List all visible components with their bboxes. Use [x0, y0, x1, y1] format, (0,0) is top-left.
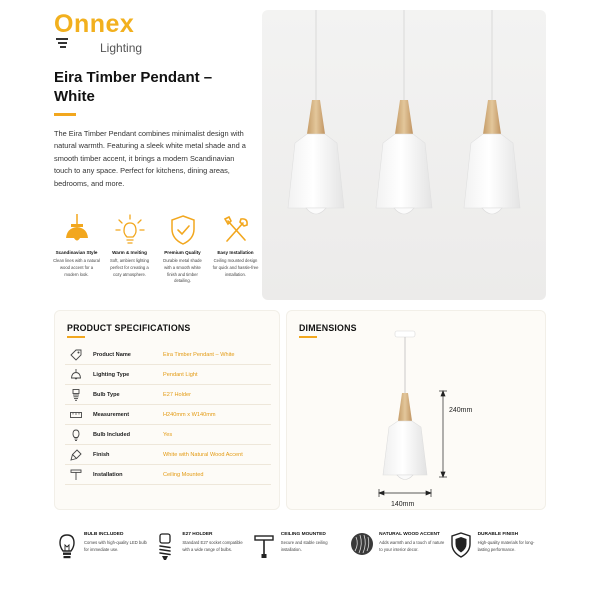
benefit-item — [349, 522, 447, 588]
ceiling-mount-icon — [70, 469, 82, 481]
feature-list — [50, 210, 262, 300]
title-underline — [54, 113, 76, 116]
spec-row — [65, 425, 271, 445]
feature-item — [50, 210, 103, 300]
spec-key: Lighting Type — [93, 371, 130, 378]
benefit-title: NATURAL WOOD ACCENT — [379, 532, 440, 537]
bulb-glow-icon — [115, 214, 145, 246]
specs-title: PRODUCT SPECIFICATIONS — [67, 323, 191, 333]
benefit-title: CEILING MOUNTED — [280, 532, 326, 537]
height-dimension-line — [439, 391, 447, 477]
pendant-lamp — [376, 10, 432, 214]
shield-icon — [450, 532, 472, 558]
spec-value: Pendant Light — [163, 371, 198, 378]
feature-item — [103, 210, 156, 300]
bulb-base-icon — [70, 389, 82, 401]
feature-title: Warm & Inviting — [112, 250, 147, 255]
spec-value: Yes — [163, 431, 173, 438]
benefit-desc: High-quality materials for long-lasting performance. — [477, 540, 535, 552]
bulb-icon — [70, 429, 82, 441]
pendant-lamp-icon — [62, 214, 92, 246]
spec-key: Installation — [93, 471, 123, 478]
product-title: Eira Timber Pendant – White — [54, 69, 213, 105]
spec-value: Eira Timber Pendant – White — [163, 351, 235, 358]
product-description: The Eira Timber Pendant combines minimalist design with natural warmth. Featuring a sleek white metal shade and a smooth timber accent, it brings a modern Scandinavian touch to any space. Perfect for kitchens, dining areas, bedrooms, and more. — [54, 129, 246, 188]
feature-desc: Soft, ambient lighting perfect for creating a cozy atmosphere. — [109, 258, 150, 277]
feature-item — [209, 210, 262, 300]
feature-title: Easy Installation — [217, 250, 254, 255]
brand-logo[interactable] — [54, 10, 164, 55]
benefit-desc: Standard E27 socket compatible with a wide range of bulbs. — [182, 540, 243, 552]
height-label: 240mm — [449, 407, 473, 414]
tools-icon — [221, 214, 251, 246]
benefit-item — [448, 522, 546, 588]
spec-row — [65, 465, 271, 485]
width-label: 140mm — [391, 501, 415, 508]
spec-row — [65, 385, 271, 405]
benefit-title: BULB INCLUDED — [84, 532, 124, 537]
lamp-icon — [70, 369, 82, 381]
spec-row — [65, 445, 271, 465]
feature-item — [156, 210, 209, 300]
benefit-desc: Comes with high-quality LED bulb for immediate use. — [84, 540, 147, 552]
dimensions-title: DIMENSIONS — [299, 323, 357, 333]
shield-check-icon — [168, 214, 198, 246]
feature-desc: Clean lines with a natural wood accent for a modern look. — [53, 258, 100, 277]
product-specifications — [54, 310, 280, 510]
pendant-lamp — [288, 10, 344, 214]
wood-grain-icon — [350, 532, 374, 556]
spec-row — [65, 345, 271, 365]
benefit-item — [54, 522, 152, 588]
brush-icon — [70, 449, 82, 461]
dimensions-panel — [286, 310, 546, 510]
pendant-lamp — [464, 10, 520, 214]
benefit-desc: Secure and stable ceiling installation. — [280, 540, 328, 552]
feature-title: Premium Quality — [164, 250, 201, 255]
spec-value: E27 Holder — [163, 391, 191, 398]
dimension-drawing — [287, 311, 547, 511]
spec-value: H240mm x W140mm — [163, 411, 216, 418]
spec-row — [65, 365, 271, 385]
brand-name: Onnex — [54, 10, 135, 38]
feature-desc: Durable metal shade with a smooth white finish and timber detailing. — [163, 258, 202, 284]
spec-key: Finish — [93, 451, 110, 458]
benefit-item — [152, 522, 250, 588]
feature-title: Scandinavian Style — [55, 250, 98, 255]
pendant-trio-illustration — [262, 10, 546, 300]
spec-key: Product Name — [93, 351, 131, 358]
tag-icon — [70, 349, 82, 361]
feature-desc: Ceiling mounted design for quick and hassle-free installation. — [212, 258, 259, 277]
width-dimension-line — [379, 489, 431, 497]
spec-key: Measurement — [93, 411, 130, 418]
brand-subtitle: Lighting — [100, 41, 143, 55]
spec-key: Bulb Type — [93, 391, 120, 398]
product-photo — [262, 10, 546, 300]
e27-holder-icon — [154, 532, 176, 562]
spec-key: Bulb Included — [93, 431, 130, 438]
ceiling-fixture-icon — [253, 532, 275, 562]
spec-row — [65, 405, 271, 425]
pendant-lamp-diagram — [383, 331, 427, 480]
spec-value: White with Natural Wood Accent — [163, 451, 243, 458]
logo-bulb-icon — [54, 38, 72, 50]
benefit-item — [251, 522, 349, 588]
benefit-title: DURABLE FINISH — [477, 532, 519, 537]
bulb-outline-icon — [56, 532, 78, 562]
ruler-icon — [70, 409, 82, 421]
specs-title-underline — [67, 336, 85, 338]
spec-value: Ceiling Mounted — [163, 471, 204, 478]
benefit-title: E27 HOLDER — [182, 532, 213, 537]
benefit-desc: Adds warmth and a touch of nature to your interior decor. — [379, 540, 445, 552]
benefit-strip — [54, 522, 546, 588]
